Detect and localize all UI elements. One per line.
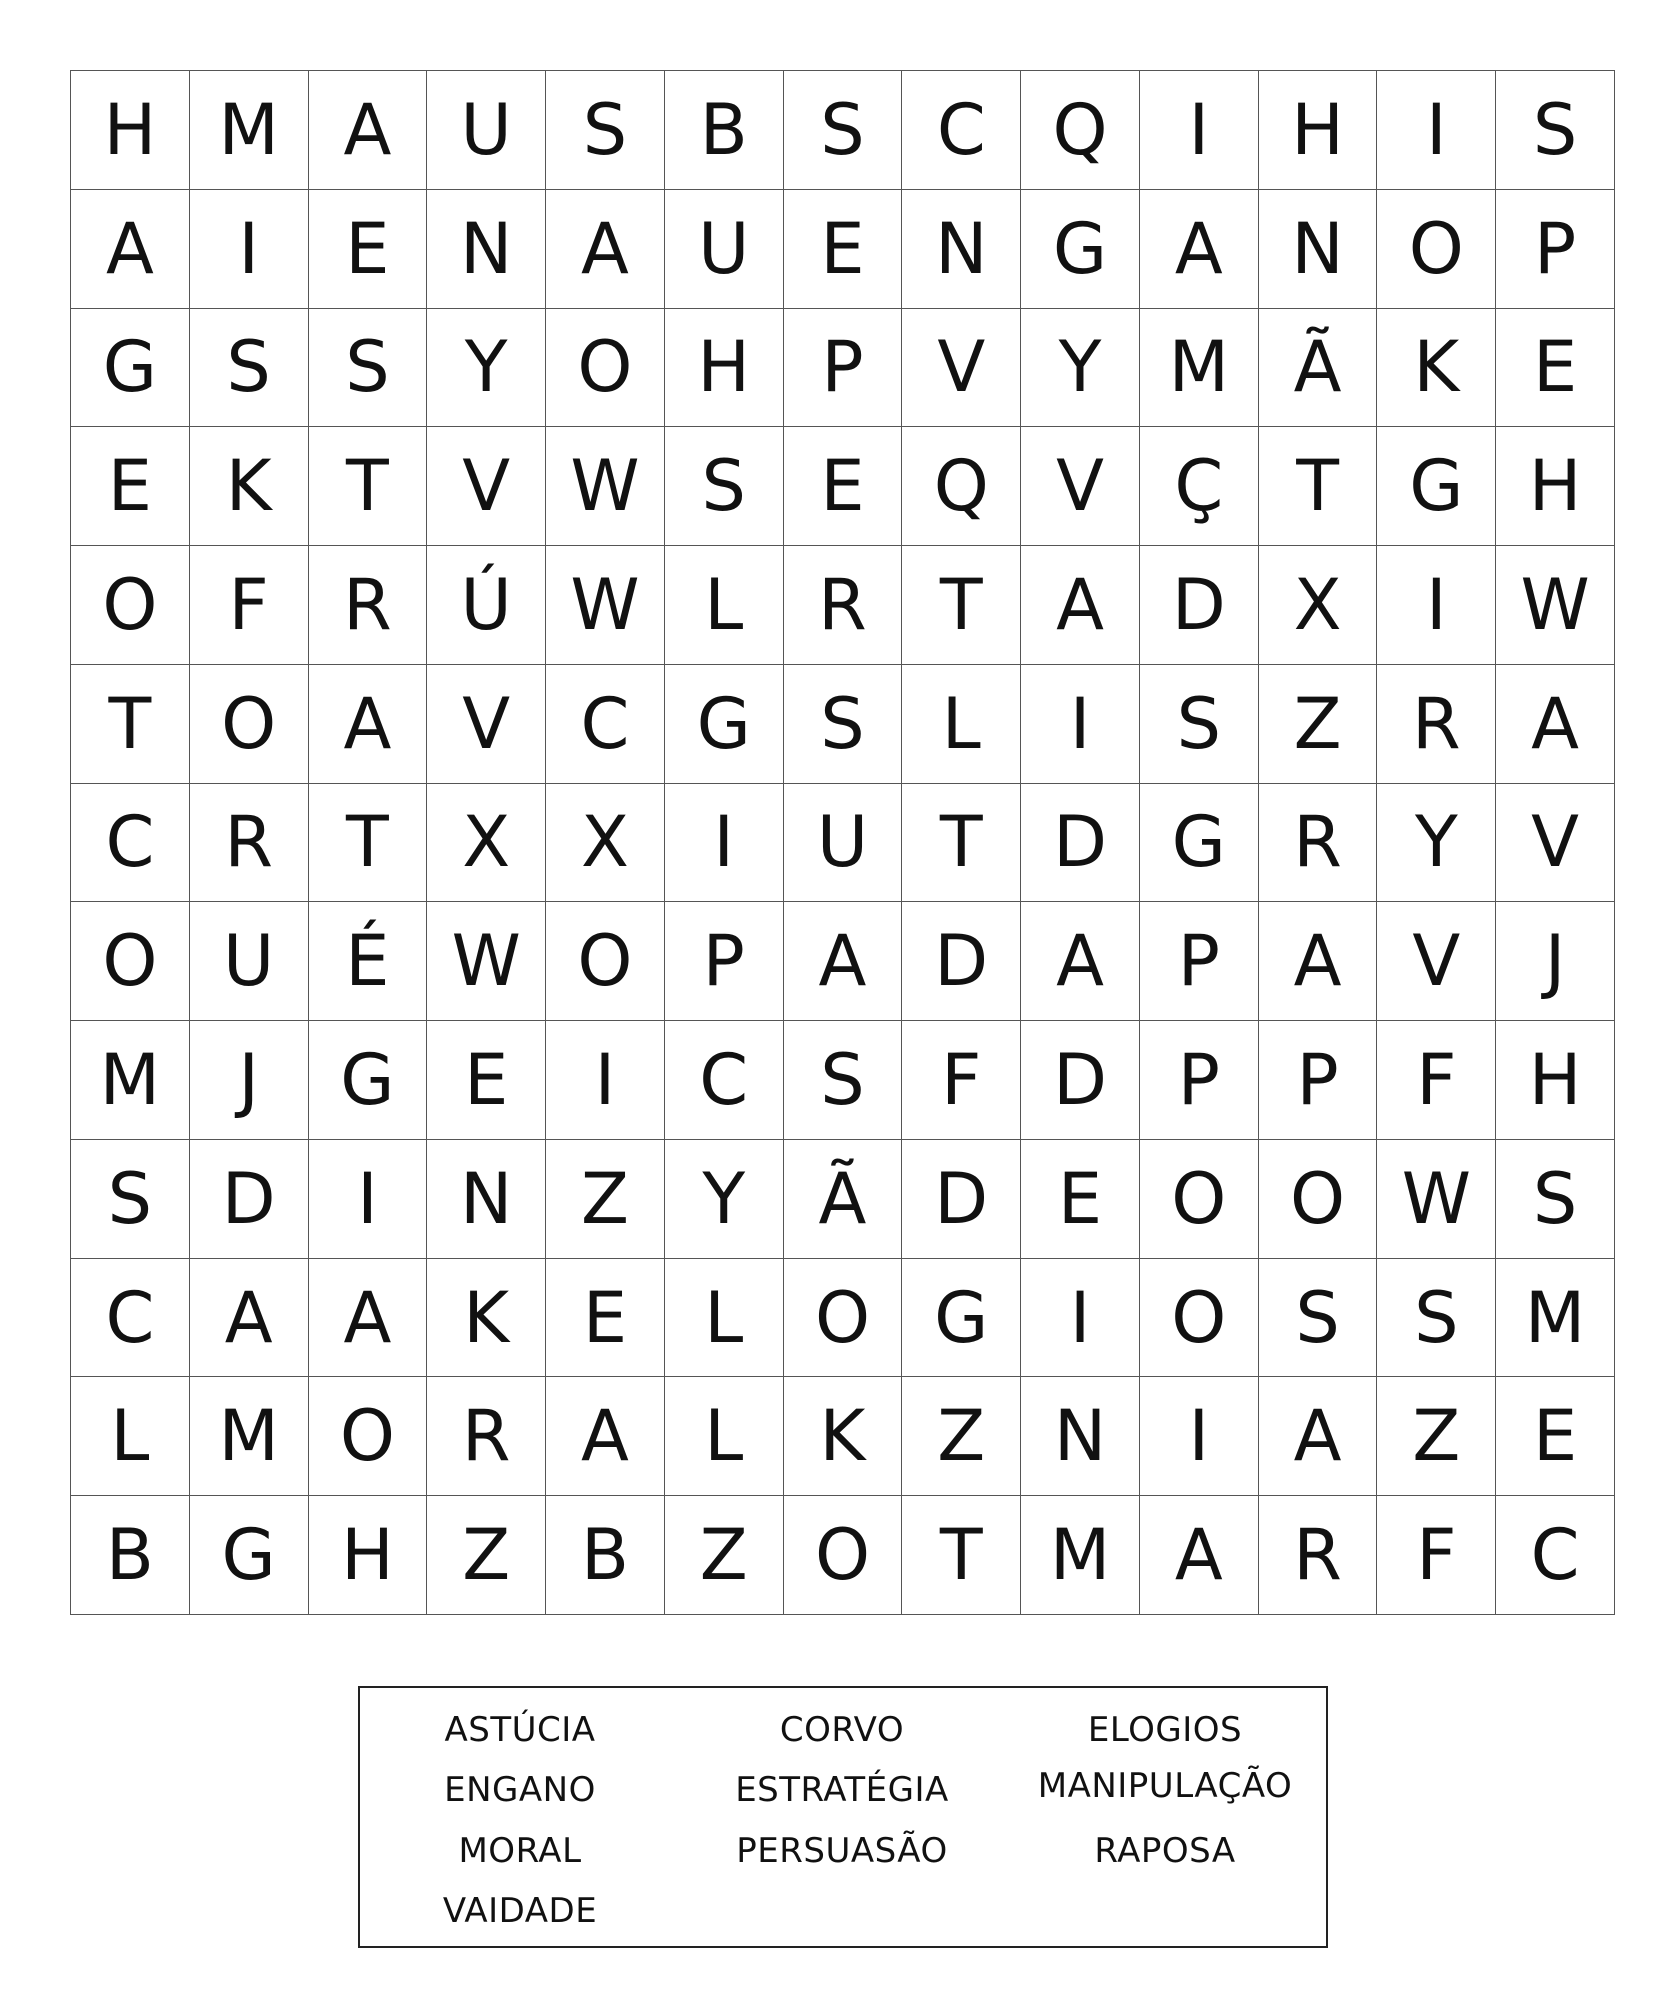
grid-cell[interactable]: E: [309, 190, 428, 309]
grid-cell[interactable]: V: [1377, 902, 1496, 1021]
grid-cell[interactable]: U: [427, 71, 546, 190]
word-item: MORAL: [458, 1831, 582, 1871]
grid-cell[interactable]: Q: [1021, 71, 1140, 190]
grid-cell[interactable]: G: [309, 1021, 428, 1140]
grid-cell[interactable]: E: [427, 1021, 546, 1140]
grid-cell[interactable]: O: [1377, 190, 1496, 309]
grid-cell[interactable]: Y: [1021, 309, 1140, 428]
grid-cell[interactable]: P: [784, 309, 903, 428]
grid-cell[interactable]: B: [546, 1496, 665, 1615]
grid-cell[interactable]: Ã: [1259, 309, 1378, 428]
grid-cell[interactable]: U: [784, 784, 903, 903]
grid-cell[interactable]: O: [71, 546, 190, 665]
grid-cell[interactable]: Z: [665, 1496, 784, 1615]
word-item: MANIPULAÇÃO: [1037, 1766, 1293, 1806]
grid-cell[interactable]: X: [1259, 546, 1378, 665]
grid-cell[interactable]: R: [784, 546, 903, 665]
word-item: VAIDADE: [442, 1891, 598, 1931]
grid-cell[interactable]: J: [1496, 902, 1615, 1021]
grid-cell[interactable]: G: [1021, 190, 1140, 309]
grid-cell[interactable]: M: [1140, 309, 1259, 428]
grid-cell[interactable]: A: [1140, 190, 1259, 309]
grid-cell[interactable]: O: [1140, 1140, 1259, 1259]
grid-cell[interactable]: E: [784, 190, 903, 309]
grid-cell[interactable]: G: [1140, 784, 1259, 903]
grid-cell[interactable]: E: [71, 427, 190, 546]
grid-cell[interactable]: P: [1140, 902, 1259, 1021]
grid-cell[interactable]: O: [309, 1377, 428, 1496]
grid-cell[interactable]: M: [1496, 1259, 1615, 1378]
grid-cell[interactable]: N: [1021, 1377, 1140, 1496]
grid-cell[interactable]: Y: [1377, 784, 1496, 903]
grid-cell[interactable]: W: [1496, 546, 1615, 665]
grid-cell[interactable]: S: [1140, 665, 1259, 784]
grid-cell[interactable]: S: [784, 71, 903, 190]
grid-cell[interactable]: M: [1021, 1496, 1140, 1615]
grid-cell[interactable]: G: [1377, 427, 1496, 546]
grid-cell[interactable]: T: [1259, 427, 1378, 546]
word-item: ESTRATÉGIA: [735, 1770, 949, 1810]
grid-cell[interactable]: Ç: [1140, 427, 1259, 546]
grid-cell[interactable]: O: [546, 902, 665, 1021]
grid-cell[interactable]: R: [190, 784, 309, 903]
grid-cell[interactable]: L: [665, 1377, 784, 1496]
grid-cell[interactable]: T: [309, 784, 428, 903]
grid-cell[interactable]: H: [309, 1496, 428, 1615]
grid-cell[interactable]: O: [1259, 1140, 1378, 1259]
grid-cell[interactable]: T: [902, 546, 1021, 665]
grid-cell[interactable]: P: [1496, 190, 1615, 309]
grid-cell[interactable]: Q: [902, 427, 1021, 546]
grid-cell[interactable]: Z: [1377, 1377, 1496, 1496]
grid-cell[interactable]: R: [309, 546, 428, 665]
grid-cell[interactable]: V: [902, 309, 1021, 428]
grid-cell[interactable]: N: [427, 190, 546, 309]
grid-cell[interactable]: B: [665, 71, 784, 190]
grid-cell[interactable]: P: [1140, 1021, 1259, 1140]
grid-cell[interactable]: N: [427, 1140, 546, 1259]
grid-cell[interactable]: Z: [902, 1377, 1021, 1496]
grid-cell[interactable]: Y: [665, 1140, 784, 1259]
grid-cell[interactable]: E: [1021, 1140, 1140, 1259]
grid-cell[interactable]: F: [1377, 1021, 1496, 1140]
grid-cell[interactable]: C: [902, 71, 1021, 190]
grid-cell[interactable]: W: [546, 427, 665, 546]
grid-cell[interactable]: A: [546, 190, 665, 309]
grid-cell[interactable]: A: [71, 190, 190, 309]
grid-cell[interactable]: P: [1259, 1021, 1378, 1140]
grid-cell[interactable]: B: [71, 1496, 190, 1615]
grid-cell[interactable]: K: [427, 1259, 546, 1378]
grid-cell[interactable]: I: [546, 1021, 665, 1140]
grid-cell[interactable]: U: [665, 190, 784, 309]
grid-cell[interactable]: I: [1377, 546, 1496, 665]
grid-cell[interactable]: V: [1496, 784, 1615, 903]
grid-cell[interactable]: S: [1259, 1259, 1378, 1378]
word-item: ASTÚCIA: [444, 1710, 596, 1750]
grid-cell[interactable]: T: [902, 1496, 1021, 1615]
grid-cell[interactable]: K: [190, 427, 309, 546]
grid-cell[interactable]: R: [1377, 665, 1496, 784]
grid-cell[interactable]: A: [546, 1377, 665, 1496]
grid-cell[interactable]: H: [1259, 71, 1378, 190]
word-item: RAPOSA: [1094, 1831, 1236, 1871]
grid-cell[interactable]: R: [427, 1377, 546, 1496]
grid-cell[interactable]: K: [784, 1377, 903, 1496]
grid-cell[interactable]: O: [71, 902, 190, 1021]
grid-cell[interactable]: T: [309, 427, 428, 546]
grid-cell[interactable]: O: [784, 1259, 903, 1378]
grid-cell[interactable]: A: [309, 1259, 428, 1378]
grid-cell[interactable]: F: [190, 546, 309, 665]
grid-cell[interactable]: S: [546, 71, 665, 190]
grid-cell[interactable]: E: [1496, 1377, 1615, 1496]
grid-cell[interactable]: N: [1259, 190, 1378, 309]
grid-cell[interactable]: O: [546, 309, 665, 428]
grid-cell[interactable]: E: [546, 1259, 665, 1378]
word-item: CORVO: [779, 1710, 905, 1750]
grid-cell[interactable]: I: [309, 1140, 428, 1259]
grid-cell[interactable]: H: [1496, 427, 1615, 546]
grid-cell[interactable]: É: [309, 902, 428, 1021]
grid-cell[interactable]: L: [665, 1259, 784, 1378]
grid-cell[interactable]: A: [784, 902, 903, 1021]
grid-cell[interactable]: H: [1496, 1021, 1615, 1140]
grid-cell[interactable]: W: [1377, 1140, 1496, 1259]
grid-cell[interactable]: D: [190, 1140, 309, 1259]
grid-cell[interactable]: S: [665, 427, 784, 546]
grid-cell[interactable]: C: [546, 665, 665, 784]
letter-grid: [70, 70, 1615, 1615]
grid-cell[interactable]: A: [1259, 1377, 1378, 1496]
grid-cell[interactable]: S: [1377, 1259, 1496, 1378]
grid-cell[interactable]: S: [784, 665, 903, 784]
grid-cell[interactable]: A: [1259, 902, 1378, 1021]
grid-cell[interactable]: L: [902, 665, 1021, 784]
grid-cell[interactable]: S: [1496, 71, 1615, 190]
grid-cell[interactable]: W: [546, 546, 665, 665]
grid-cell[interactable]: Y: [427, 309, 546, 428]
grid-cell[interactable]: T: [902, 784, 1021, 903]
grid-cell[interactable]: S: [190, 309, 309, 428]
grid-cell[interactable]: E: [1496, 309, 1615, 428]
grid-cell[interactable]: I: [1021, 665, 1140, 784]
grid-cell[interactable]: A: [1496, 665, 1615, 784]
grid-cell[interactable]: O: [1140, 1259, 1259, 1378]
grid-cell[interactable]: A: [309, 665, 428, 784]
grid-cell[interactable]: C: [71, 1259, 190, 1378]
grid-cell[interactable]: F: [902, 1021, 1021, 1140]
grid-cell[interactable]: D: [1021, 1021, 1140, 1140]
grid-cell[interactable]: H: [665, 309, 784, 428]
grid-cell[interactable]: Ã: [784, 1140, 903, 1259]
grid-cell[interactable]: D: [902, 902, 1021, 1021]
grid-cell[interactable]: L: [665, 546, 784, 665]
grid-cell[interactable]: H: [71, 71, 190, 190]
grid-cell[interactable]: A: [1021, 902, 1140, 1021]
grid-cell[interactable]: S: [1496, 1140, 1615, 1259]
grid-cell[interactable]: O: [190, 665, 309, 784]
grid-cell[interactable]: X: [427, 784, 546, 903]
grid-cell[interactable]: W: [427, 902, 546, 1021]
grid-cell[interactable]: M: [71, 1021, 190, 1140]
word-item: PERSUASÃO: [736, 1831, 948, 1871]
word-item: ELOGIOS: [1087, 1710, 1243, 1750]
grid-cell[interactable]: U: [190, 902, 309, 1021]
grid-cell[interactable]: N: [902, 190, 1021, 309]
grid-cell[interactable]: R: [1259, 1496, 1378, 1615]
grid-cell[interactable]: G: [902, 1259, 1021, 1378]
grid-cell[interactable]: E: [784, 427, 903, 546]
grid-cell[interactable]: V: [427, 665, 546, 784]
grid-cell[interactable]: V: [427, 427, 546, 546]
grid-cell[interactable]: I: [1140, 1377, 1259, 1496]
grid-cell[interactable]: T: [71, 665, 190, 784]
grid-cell[interactable]: S: [784, 1021, 903, 1140]
grid-cell[interactable]: D: [1021, 784, 1140, 903]
grid-cell[interactable]: I: [190, 190, 309, 309]
grid-cell[interactable]: G: [71, 309, 190, 428]
grid-cell[interactable]: S: [309, 309, 428, 428]
grid-cell[interactable]: G: [665, 665, 784, 784]
grid-cell[interactable]: I: [1140, 71, 1259, 190]
grid-cell[interactable]: D: [1140, 546, 1259, 665]
grid-cell[interactable]: C: [665, 1021, 784, 1140]
grid-cell[interactable]: M: [190, 1377, 309, 1496]
grid-cell[interactable]: Z: [546, 1140, 665, 1259]
grid-cell[interactable]: S: [71, 1140, 190, 1259]
grid-cell[interactable]: P: [665, 902, 784, 1021]
grid-cell[interactable]: C: [71, 784, 190, 903]
grid-cell[interactable]: I: [1021, 1259, 1140, 1378]
grid-cell[interactable]: C: [1496, 1496, 1615, 1615]
word-item: ENGANO: [444, 1770, 596, 1810]
word-list: [358, 1686, 1328, 1948]
grid-cell[interactable]: F: [1377, 1496, 1496, 1615]
grid-cell[interactable]: A: [309, 71, 428, 190]
grid-cell[interactable]: Z: [427, 1496, 546, 1615]
grid-cell[interactable]: X: [546, 784, 665, 903]
grid-cell[interactable]: K: [1377, 309, 1496, 428]
grid-cell[interactable]: I: [665, 784, 784, 903]
grid-cell[interactable]: I: [1377, 71, 1496, 190]
grid-cell[interactable]: O: [784, 1496, 903, 1615]
grid-cell[interactable]: D: [902, 1140, 1021, 1259]
grid-cell[interactable]: A: [1140, 1496, 1259, 1615]
grid-cell[interactable]: G: [190, 1496, 309, 1615]
grid-cell[interactable]: A: [1021, 546, 1140, 665]
grid-cell[interactable]: L: [71, 1377, 190, 1496]
grid-cell[interactable]: M: [190, 71, 309, 190]
grid-cell[interactable]: V: [1021, 427, 1140, 546]
grid-cell[interactable]: Z: [1259, 665, 1378, 784]
grid-cell[interactable]: R: [1259, 784, 1378, 903]
grid-cell[interactable]: J: [190, 1021, 309, 1140]
grid-cell[interactable]: Ú: [427, 546, 546, 665]
grid-cell[interactable]: A: [190, 1259, 309, 1378]
